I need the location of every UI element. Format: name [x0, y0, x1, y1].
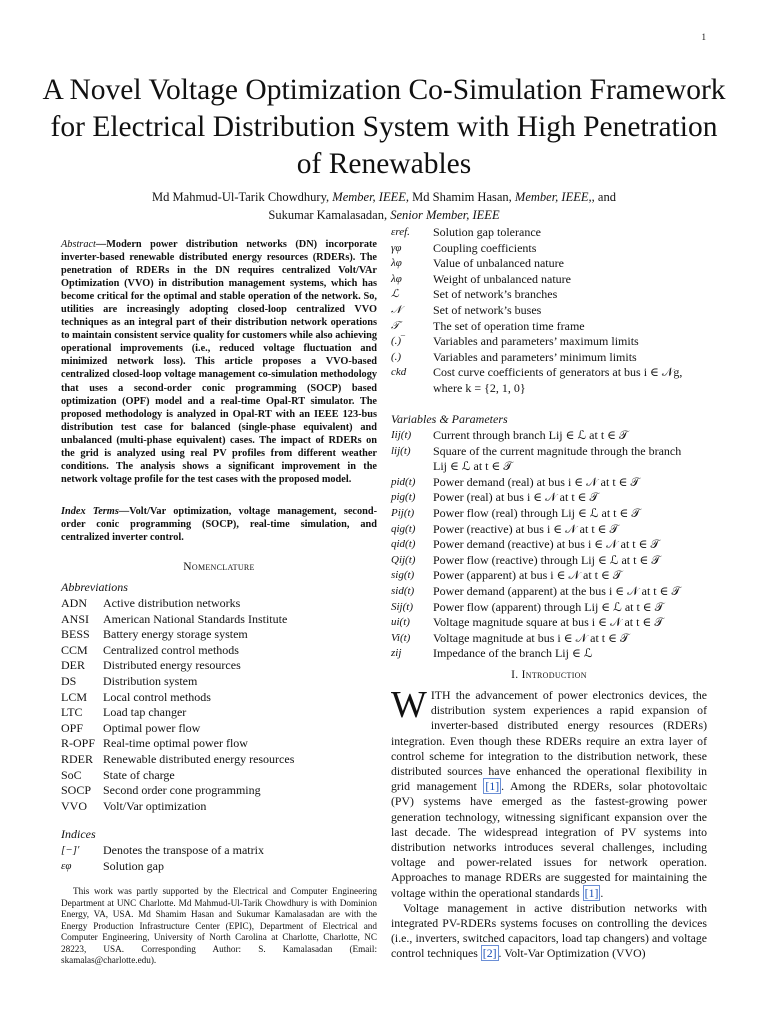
introduction-body	[391, 684, 707, 962]
symbol-row	[391, 350, 707, 366]
abbreviation-row	[61, 658, 377, 674]
abbreviations-heading: Abbreviations	[61, 580, 128, 594]
abbreviation-row-key: LCM	[61, 689, 88, 704]
abbreviation-row-value: Active distribution networks	[103, 596, 241, 610]
variable-row	[391, 584, 707, 600]
symbol-row-value: Value of unbalanced nature	[433, 256, 564, 271]
intro-p1-b: . Among the RDERs, solar photovoltaic (PV) systems have emerged as the fastest-growing power generation technology, witnessing significant expansion over the last decade. The widespread integration of PV systems into distribution networks introduces several challenges, including voltage and power-related issues for network operation. Approaches to manage RDERs are suggested for maintaining the voltage within the operational standards	[391, 779, 707, 900]
abbreviation-row	[61, 612, 377, 628]
abbreviation-row-key: VVO	[61, 798, 87, 813]
abbreviation-row-key: LTC	[61, 705, 83, 720]
author-line-2	[40, 206, 728, 224]
footnote: This work was partly supported by the Electrical and Computer Engineering Department at UNC Charlotte. Md Mahmud-Ul-Tarik Chowdhury is with Dominion Energy, VA, USA. Md Shamim Hasan and Sukumar Kamalasadan are with the Energy Production Infrastructure Center (EPIC), Department of Electrical and Computer Engineering, University of North Carolina at Charlotte, Charlotte, NC 28223, USA. Corresponding Author: S. Kamalasadan (Email: skamalas@charlotte.edu).	[61, 886, 377, 965]
author-3-role: Senior Member, IEEE	[390, 208, 500, 222]
index-terms-text: —Volt/Var optimization, voltage management, second-order conic programming (SOCP), real-time simulation, and centralized inverter control.	[61, 506, 378, 544]
abbreviation-row-value: Battery energy storage system	[103, 627, 248, 642]
abbreviation-row-value: Real-time optimal power flow	[103, 736, 248, 751]
abbreviation-row	[61, 596, 377, 612]
abbreviation-row-key: OPF	[61, 720, 84, 735]
symbol-row-value: Cost curve coefficients of generators at bus i ∈ 𝒩g,	[433, 365, 683, 380]
variable-row-value: Square of the current magnitude through the branch	[433, 443, 682, 458]
symbol-row-value: Variables and parameters’ minimum limits	[433, 349, 637, 364]
symbol-row-key: ckd	[391, 366, 407, 379]
symbol-row-value: Solution gap tolerance	[433, 225, 541, 239]
abbreviation-row-value: American National Standards Institute	[103, 611, 288, 626]
abstract-label: Abstract	[61, 239, 96, 250]
abbreviation-row-value: Centralized control methods	[103, 642, 239, 657]
indices-heading: Indices	[61, 827, 96, 841]
author-1-role: Member, IEEE,	[332, 190, 410, 204]
symbol-row	[391, 256, 707, 272]
intro-paragraph-2	[391, 901, 707, 962]
abbreviation-row	[61, 690, 377, 706]
abbreviation-row-value: Distributed energy resources	[103, 658, 241, 673]
variable-row-key: qid(t)	[391, 538, 416, 551]
symbol-row	[391, 334, 707, 350]
symbol-row-value: Coupling coefficients	[433, 240, 537, 255]
paper-title: A Novel Voltage Optimization Co-Simulation Framework for Electrical Distribution System with High Penetration of Renewables	[42, 74, 726, 180]
variable-row-value: Power demand (real) at bus i ∈ 𝒩 at t ∈ 𝒯	[433, 474, 640, 489]
abbreviation-row-key: DS	[61, 673, 77, 688]
index-row-key: εφ	[61, 859, 72, 872]
symbol-row-value: Set of network’s branches	[433, 287, 558, 302]
variable-row-key: sig(t)	[391, 569, 415, 582]
variable-row-key: Pij(t)	[391, 506, 415, 519]
abbreviations-list	[61, 596, 377, 814]
page-number: 1	[701, 32, 706, 42]
drop-cap: W	[391, 684, 427, 726]
abbreviation-row	[61, 721, 377, 737]
symbol-row-value: Set of network’s buses	[433, 302, 542, 317]
abbreviation-row	[61, 752, 377, 768]
abbreviation-row-key: SOCP	[61, 783, 92, 798]
variable-row	[391, 475, 707, 491]
variables-heading: Variables & Parameters	[391, 412, 508, 426]
abbreviation-row-key: RDER	[61, 751, 94, 766]
symbol-row	[391, 365, 707, 381]
symbol-row-value: Weight of unbalanced nature	[433, 271, 571, 286]
variable-row-key: Sij(t)	[391, 600, 413, 613]
variable-row	[391, 459, 707, 475]
variable-row-key: pig(t)	[391, 491, 416, 504]
symbol-row	[391, 319, 707, 335]
symbol-row-key: (.)	[391, 350, 402, 363]
variable-row	[391, 537, 707, 553]
variable-row-value: Power flow (real) through Lij ∈ ℒ at t ∈ 𝒯	[433, 505, 641, 520]
variable-row	[391, 490, 707, 506]
abstract-text: —Modern power distribution networks (DN) incorporate inverter-based renewable distributed energy resources (RDERs). The penetration of RDERs in the DN requires centralized Volt/VAr Optimization (VVO) in distribution management systems, which has become critical for the optimal and stable operation of the network. So, utilities are increasingly adopting closed-loop centralized VVO techniques as an integral part of their distribution network operations to maintain consistent service quality for customers while also achieving operational improvements (i.e., reduced voltage fluctuation and minimized network loss). This article proposes a VVO-based centralized closed-loop voltage management co-simulation methodology that uses a second-order conic programming (SOCP) based optimization (OPF) model and a real-time Opal-RT simulator. The proposed methodology is analyzed in Opal-RT with an IEEE 123-bus distribution test case for balanced (single-phase equivalent) and unbalanced (multi-phase equivalent) cases. The impact of RDERs on the grid is analyzed using real PV profiles from different weather conditions. The analysis shows a significant improvement in the network voltage profile for the test cases with the proposed model.	[61, 239, 377, 485]
symbols-list	[391, 225, 707, 397]
author-1: Md Mahmud-Ul-Tarik Chowdhury,	[152, 190, 330, 204]
author-2: Md Shamim Hasan,	[412, 190, 512, 204]
variable-row-key: qig(t)	[391, 522, 416, 535]
symbol-row	[391, 303, 707, 319]
symbol-row-value: The set of operation time frame	[433, 318, 585, 333]
symbol-row-key: λφ	[391, 257, 402, 270]
abbreviation-row-value: Volt/Var optimization	[103, 798, 207, 813]
author-2-role: Member, IEEE,	[514, 190, 592, 204]
abbreviation-row-value: Load tap changer	[103, 705, 187, 720]
symbol-row	[391, 225, 707, 241]
variables-list	[391, 428, 707, 662]
symbol-row-key: (.)‾	[391, 335, 405, 348]
intro-p2-b: . Volt-Var Optimization (VVO)	[498, 946, 646, 961]
variable-row	[391, 522, 707, 538]
author-block	[40, 188, 728, 224]
symbol-row-key	[391, 381, 433, 397]
abbreviation-row-key: SoC	[61, 767, 82, 782]
variable-row-key: Vi(t)	[391, 631, 411, 644]
symbol-row-value: where k = {2, 1, 0}	[433, 380, 526, 395]
symbol-row-value: Variables and parameters’ maximum limits	[433, 334, 639, 349]
variable-row	[391, 428, 707, 444]
symbol-row-key: 𝒯	[391, 319, 400, 332]
abbreviation-row	[61, 705, 377, 721]
intro-p1-c: .	[600, 885, 604, 900]
variable-row-value: Power demand (reactive) at bus i ∈ 𝒩 at t ∈ 𝒯	[433, 537, 660, 552]
abbreviation-row-value: Renewable distributed energy resources	[103, 751, 295, 766]
variable-row	[391, 600, 707, 616]
variable-row-value: Power flow (apparent) through Lij ∈ ℒ at t ∈ 𝒯	[433, 599, 664, 614]
variable-row-value: Power (reactive) at bus i ∈ 𝒩 at t ∈ 𝒯	[433, 521, 619, 536]
variable-row-value: Current through branch Lij ∈ ℒ at t ∈ 𝒯	[433, 428, 629, 442]
variable-row-value: Lij ∈ ℒ at t ∈ 𝒯	[433, 459, 513, 474]
abbreviation-row-key: ANSI	[61, 611, 90, 626]
abbreviation-row-key: ADN	[61, 596, 87, 610]
abbreviation-row-value: Local control methods	[103, 689, 211, 704]
introduction-heading: I. Introduction	[511, 669, 587, 681]
variable-row-key	[391, 459, 433, 475]
author-line-1-tail: , and	[591, 190, 616, 204]
citation-link[interactable]: [1]	[485, 779, 500, 794]
abbreviation-row	[61, 799, 377, 815]
abbreviation-row-key: DER	[61, 658, 85, 673]
abbreviation-row-value: State of charge	[103, 767, 175, 782]
variable-row-value: Power flow (reactive) through Lij ∈ ℒ at t ∈ 𝒯	[433, 552, 661, 567]
symbol-row-key: ℒ	[391, 288, 399, 301]
symbol-row	[391, 272, 707, 288]
variable-row-key: ui(t)	[391, 616, 410, 629]
author-3: Sukumar Kamalasadan,	[268, 208, 388, 222]
abbreviation-row-key: CCM	[61, 642, 88, 657]
symbol-row	[391, 381, 707, 397]
variable-row-key: pid(t)	[391, 475, 416, 488]
abbreviation-row	[61, 627, 377, 643]
variable-row	[391, 615, 707, 631]
variable-row	[391, 444, 707, 460]
abbreviation-row-value: Second order cone programming	[103, 783, 261, 798]
abstract	[61, 238, 377, 486]
index-row	[61, 859, 377, 875]
intro-p1-a: ITH the advancement of power electronics devices, the distribution system experiences a rapid expansion of inverter-based distributed energy resources (RDERs) integration. Even though these RDERs require an extra layer of control scheme for integration to the distribution network, these distributed sources have enhanced the operational flexibility in grid management	[391, 688, 707, 794]
variable-row-key: zij	[391, 647, 402, 660]
variable-row-key: Qij(t)	[391, 553, 416, 566]
variable-row-key: lij(t)	[391, 444, 411, 457]
index-terms-label: Index Terms	[61, 506, 119, 517]
variable-row-key: sid(t)	[391, 584, 415, 597]
nomenclature-heading: Nomenclature	[183, 561, 255, 573]
symbol-row	[391, 241, 707, 257]
variable-row-value: Voltage magnitude at bus i ∈ 𝒩 at t ∈ 𝒯	[433, 630, 630, 645]
abbreviation-row	[61, 768, 377, 784]
variable-row-value: Power (real) at bus i ∈ 𝒩 at t ∈ 𝒯	[433, 490, 599, 505]
citation-link[interactable]: [2]	[482, 946, 497, 961]
index-row-key: [−]′	[61, 844, 80, 856]
abbreviation-row	[61, 643, 377, 659]
citation-link[interactable]: [1]	[584, 885, 599, 900]
variable-row	[391, 631, 707, 647]
variable-row	[391, 506, 707, 522]
abbreviation-row	[61, 674, 377, 690]
variable-row	[391, 553, 707, 569]
variable-row	[391, 568, 707, 584]
abbreviation-row	[61, 783, 377, 799]
abbreviation-row	[61, 736, 377, 752]
abbreviation-row-key: BESS	[61, 627, 90, 642]
abbreviation-row-key: R-OPF	[61, 736, 96, 751]
index-row	[61, 843, 377, 859]
variable-row-value: Voltage magnitude square at bus i ∈ 𝒩 at t ∈ 𝒯	[433, 615, 664, 630]
index-row-value: Solution gap	[103, 858, 165, 873]
variable-row-key: Iij(t)	[391, 429, 412, 441]
symbol-row-key: 𝒩	[391, 303, 402, 316]
intro-p2-a: Voltage management in active distribution networks with integrated PV-RDERs systems focuses on controlling the devices (i.e., inverters, switched capacitors, load tap changers) and voltage control techniques	[391, 900, 707, 961]
index-terms	[61, 505, 377, 544]
symbol-row	[391, 287, 707, 303]
indices-list	[61, 843, 377, 874]
abbreviation-row-value: Optimal power flow	[103, 720, 201, 735]
abbreviation-row-value: Distribution system	[103, 673, 198, 688]
author-line-1	[40, 188, 728, 206]
symbol-row-key: λφ	[391, 272, 402, 285]
index-row-value: Denotes the transpose of a matrix	[103, 843, 264, 857]
variable-row-value: Power demand (apparent) at the bus i ∈ 𝒩 at t ∈ 𝒯	[433, 583, 681, 598]
variable-row-value: Power (apparent) at bus i ∈ 𝒩 at t ∈ 𝒯	[433, 568, 623, 583]
variable-row-value: Impedance of the branch Lij ∈ ℒ	[433, 646, 593, 661]
symbol-row-key: γφ	[391, 241, 402, 254]
variable-row	[391, 646, 707, 662]
symbol-row-key: εref.	[391, 226, 410, 238]
